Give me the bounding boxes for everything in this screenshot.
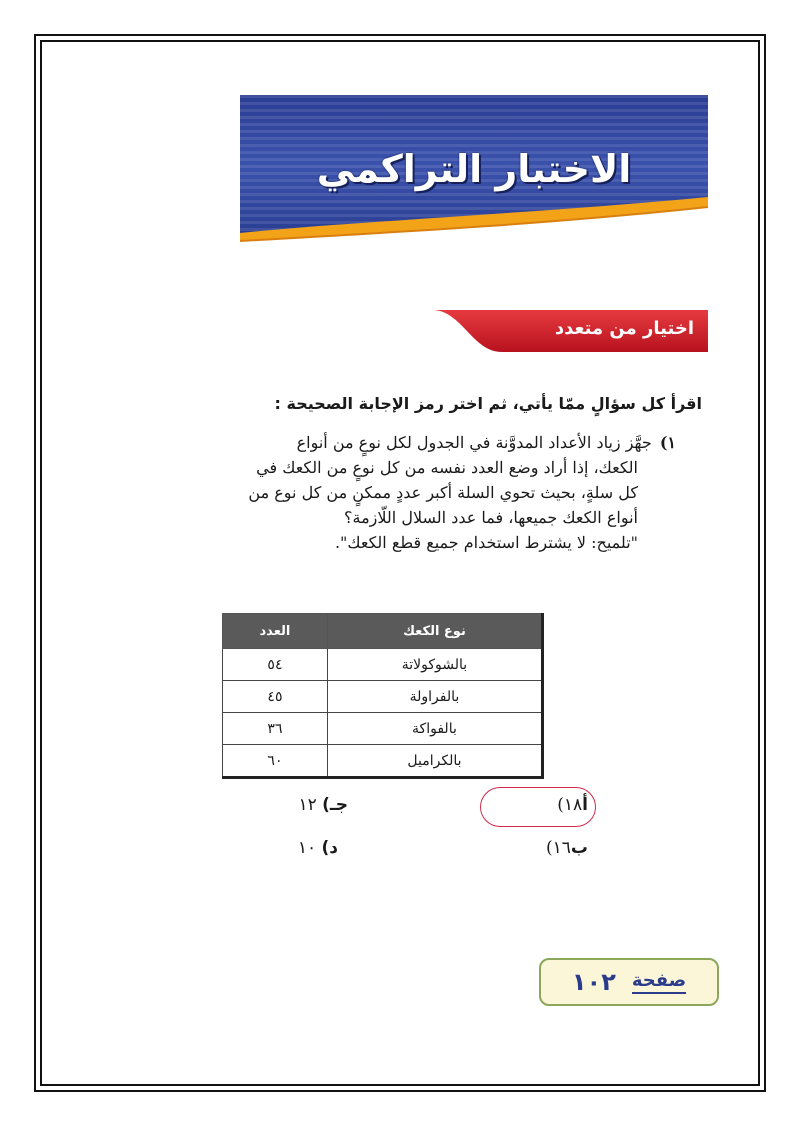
option-d-letter: د)	[321, 838, 338, 858]
option-b-letter: ب	[570, 838, 588, 858]
question-text-line-4: أنواع الكعك جميعها، فما عدد السلال اللّازمة؟	[344, 508, 638, 527]
question-line	[206, 430, 676, 455]
cookie-type-cell: بالفواكة	[327, 713, 542, 745]
table-row	[223, 649, 543, 681]
instructions-text: اقرأ كل سؤالٍ ممّا يأتي، ثم اختر رمز الإجابة الصحيحة :	[274, 394, 702, 413]
option-c-letter: جـ)	[322, 795, 348, 815]
count-cell: ٤٥	[223, 681, 328, 713]
table-row	[223, 713, 543, 745]
option-d-value: ١٠	[297, 838, 317, 858]
option-c-value: ١٢	[298, 795, 317, 815]
page-number-badge	[539, 958, 719, 1006]
question-text-line-2: الكعك، إذا أراد وضع العدد نفسه من كل نوعٍ من الكعك في	[256, 458, 638, 477]
section-tab	[432, 308, 708, 354]
banner-title: الاختبار التراكمي	[316, 147, 632, 191]
question-number: ١)	[659, 433, 676, 452]
option-c[interactable]	[298, 795, 348, 815]
option-d[interactable]	[298, 838, 338, 858]
option-b-value: ١٦)	[546, 838, 571, 858]
count-cell: ٥٤	[223, 649, 328, 681]
header-count: العدد	[223, 614, 328, 649]
option-b[interactable]	[546, 838, 588, 858]
table-header-row	[223, 614, 543, 649]
table-row	[223, 745, 543, 778]
header-cookie-type: نوع الكعك	[327, 614, 542, 649]
question-1	[206, 430, 676, 555]
cookie-type-cell: بالفراولة	[327, 681, 542, 713]
table-row	[223, 681, 543, 713]
cookie-type-cell: بالكراميل	[327, 745, 542, 778]
cookie-type-cell: بالشوكولاتة	[327, 649, 542, 681]
question-text-line-1: جهَّز زياد الأعداد المدوَّنة في الجدول لكل نوعٍ من أنواع	[296, 433, 652, 452]
count-cell: ٦٠	[223, 745, 328, 778]
count-cell: ٣٦	[223, 713, 328, 745]
question-text-line-5: "تلميح: لا يشترط استخدام جميع قطع الكعك".	[334, 533, 638, 552]
page-number: ١٠٢	[571, 968, 616, 996]
title-banner	[240, 95, 708, 271]
option-a-value: ١٨)	[557, 795, 583, 815]
page-label: صفحة	[632, 970, 686, 994]
cookie-table	[222, 613, 544, 779]
option-a-letter: أ	[582, 795, 588, 815]
section-title: اختيار من متعدد	[554, 318, 694, 339]
question-text-line-3: كل سلةٍ، بحيث تحوي السلة أكبر عددٍ ممكنٍ من كل نوع من	[248, 483, 638, 502]
option-a[interactable]	[557, 795, 588, 815]
